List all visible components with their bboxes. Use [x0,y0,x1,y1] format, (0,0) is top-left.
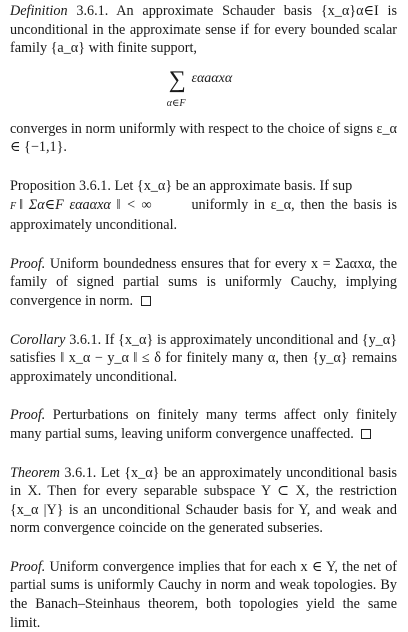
proof-block-3 [10,558,397,632]
theorem-head: Theorem [10,464,60,481]
formula-subscript: α∈F [166,97,186,109]
proof-text-3: Uniform convergence implies that for each x ∈ Y, the net of partial sums is uniformly Cauchy in norm and weak topologies. By the Banach–Steinhaus theorem, both topologies yield the same limit. [10,558,398,631]
definition-continuation [10,120,397,157]
summation-sign: ∑ [168,66,186,93]
proposition-head: Proposition [10,177,76,194]
definition-number: 3.6.1. [76,3,109,19]
qed-icon [141,296,151,306]
theorem-number: 3.6.1. [64,464,97,481]
sup-subscript: F [10,200,17,212]
corollary-text: If {x_α} is approximately unconditional and {y_α} satisfies ‖ x_α − y_α ‖ ≤ δ for finitely many α, then {y_α} remains approximately unconditional. [10,331,398,385]
definition-head: Definition [10,3,68,19]
definition-text: An approximate Schauder basis {x_α}α∈I is unconditional in the approximate sense if for every bounded scalar family {a_α} with finite support, [10,3,398,57]
corollary-number: 3.6.1. [69,331,102,348]
proposition-block [10,177,397,235]
proposition-text-2: uniformly in ε_α, then the basis is approximately unconditional. [10,196,397,234]
sup-expression: ‖ Σα∈F εαaαxα ‖ < ∞ [19,196,152,213]
corollary-head: Corollary [10,331,66,348]
proof-text-1: Uniform boundedness ensures that for every x = Σaαxα, the family of signed partial sums is uniformly Cauchy, implying convergence in norm. [10,255,397,309]
corollary-block [10,331,397,387]
proof-head-2: Proof. [10,407,46,424]
formula-body: εαaαxα [191,71,233,87]
proof-block-1 [10,255,397,311]
qed-icon [361,429,371,439]
proof-text-2: Perturbations on finitely many terms affect only finitely many partial sums, leaving uniform convergence unaffected. [10,407,397,442]
proof-head-1: Proof. [10,255,46,272]
definition-formula [10,68,397,112]
definition-block [10,2,397,58]
definition-text-after: converges in norm uniformly with respect to the choice of signs ε_α ∈ {−1,1}. [10,120,397,156]
theorem-text: Let {x_α} be an approximately unconditional basis in X. Then for every separable subspace Y ⊂ X, the restriction {x_α |Y} is an unconditional Schauder basis for Y, and weak and norm convergence coincide on the generated subseries. [10,464,398,537]
theorem-block [10,464,397,538]
proof-block-2 [10,406,397,443]
proposition-number: 3.6.1. [78,177,111,194]
proof-head-3: Proof. [10,558,46,575]
proposition-text-1: Let {x_α} be an approximate basis. If sup [114,177,353,194]
